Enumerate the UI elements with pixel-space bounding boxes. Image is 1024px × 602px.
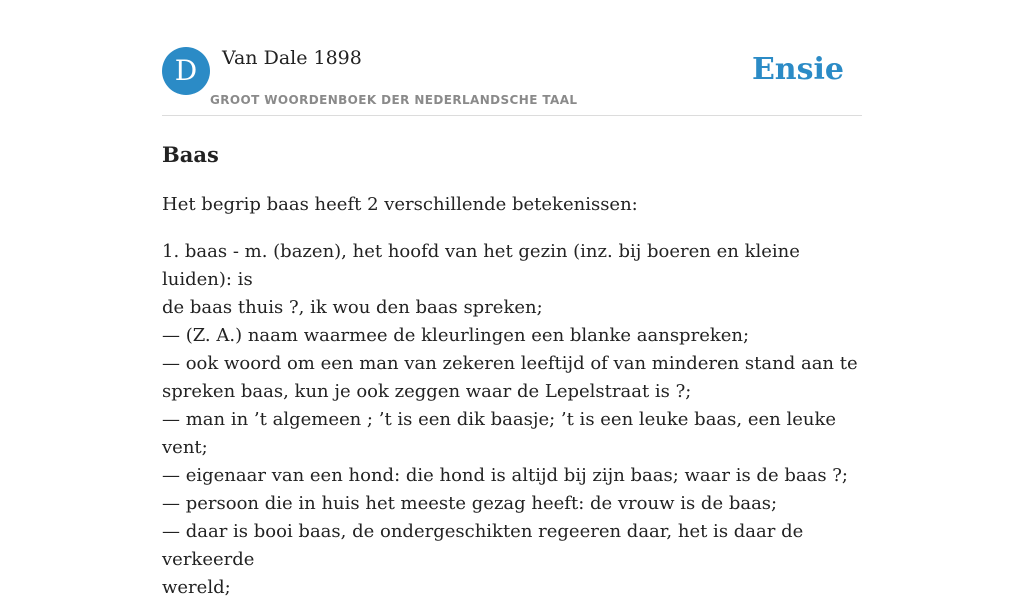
definition-line: — eigenaar van een hond: die hond is altijd bij zijn baas; waar is de baas ?; [162,465,848,486]
definition-line: de baas thuis ?, ik wou den baas spreken; [162,297,543,318]
definition-line: — ook woord om een man van zekeren leeftijd of van minderen stand aan te [162,353,858,374]
definition-line: — persoon die in huis het meeste gezag heeft: de vrouw is de baas; [162,493,778,514]
headword: Baas [162,142,219,167]
dictionary-title[interactable]: Van Dale 1898 [222,47,362,69]
dictionary-avatar[interactable]: D [162,47,210,95]
definition-line: — man in ’t algemeen ; ’t is een dik baasje; ’t is een leuke baas, een leuke vent; [162,409,837,458]
definition-line: — daar is booi baas, de ondergeschikten regeeren daar, het is daar de verkeerde [162,521,804,570]
definition-line: wereld; [162,577,231,598]
entry-content [162,140,862,602]
definition-line: — (Z. A.) naam waarmee de kleurlingen een blanke aanspreken; [162,325,750,346]
dictionary-header [162,46,862,116]
definition-line: spreken baas, kun je ook zeggen waar de Lepelstraat is ?; [162,381,692,402]
ensie-logo[interactable]: Ensie [751,52,844,87]
definition-block [162,238,862,602]
definition-line: 1. baas - m. (bazen), het hoofd van het gezin (inz. bij boeren en kleine luiden): is [162,241,800,290]
entry-intro: Het begrip baas heeft 2 verschillende betekenissen: [162,194,638,215]
dictionary-subtitle: GROOT WOORDENBOEK DER NEDERLANDSCHE TAAL [210,93,578,107]
